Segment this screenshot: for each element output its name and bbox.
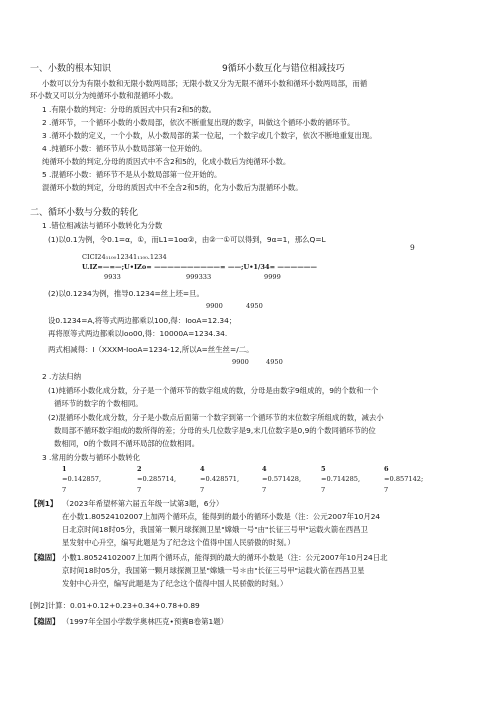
derivation-line: 设0.1234=A,将等式两边都乘以100,得：IooA=12.34； [48, 316, 237, 325]
subheading: 2 .方法归纳 [42, 372, 81, 381]
derivation-line: 两式相减得：I（XXXM-IooA=1234-12,所以A=丝生丝=/二。 [48, 345, 254, 354]
example-line: (1)以0.1为例，令0.1=α，①，而L1=1oα②，由②一①可以得到，9α=1，那么Q=L [48, 235, 326, 244]
garbled-formula: CICI24₁₁₀₀12341₁₁₀₀.1234 [82, 253, 167, 261]
consolidation-text: 京时间18时05分，我国第一颗月球探测卫星"嫦娥一号＊由"长征三号甲"运载火箭在西昌卫星 [62, 566, 365, 575]
fraction-denominator: 7 [321, 486, 326, 494]
example-2-line: [例2]计算：0.01+0.12+0.23+0.34+0.78+0.89 [30, 601, 200, 610]
intro-line: 环小数又可以分为纯循环小数和混循环小数。 [30, 91, 178, 100]
method-line: 数相同，0的个数同不循环局部的位数相同。 [54, 439, 200, 448]
fraction-decimal: =0.714285, [321, 475, 361, 483]
intro-line: 小数可以分为有限小数和无限小数两局部；无限小数又分为无限不循环小数和循环小数两局部，而循 [42, 79, 368, 88]
fraction-decimal: =0.285714, [137, 475, 177, 483]
section-heading-2: 二、循环小数与分数的转化 [30, 208, 139, 218]
fraction-denominator: 7 [384, 486, 389, 494]
garbled-formula: U.IZ=—=—;U•IZo= ——————————= ——;U•1/34= —————— [82, 263, 317, 271]
fraction-numerator: 2 [137, 465, 142, 473]
fraction-denominator: 7 [137, 486, 142, 494]
fraction-denominator: 9900 [206, 302, 223, 310]
subheading: 1 .错位相减法与循环小数转化为分数 [42, 221, 163, 230]
fraction-numerator: 6 [384, 465, 389, 473]
fraction-decimal: =0.142857, [62, 475, 102, 483]
example-text: 星发射中心升空，编写此题是为了纪念这个值得中国人民骄傲的时刻。） [62, 538, 295, 547]
point-line: 纯循环小数的判定,分母的质因式中不含2和5的，化成小数后为纯循环小数。 [42, 157, 291, 166]
consolidation-tag: 【稳固】 [30, 553, 60, 562]
example-line: (2)以0.1234为例，推导0.1234=丝上坯=旦。 [48, 289, 204, 298]
point-line: 1 .有限小数的判定：分母的质因式中只有2和5的数。 [42, 105, 217, 114]
example-text: 在小数1.80524102007上加两个循环点，能得到的最小的循环小数是（注：公元2007年10月24 [62, 512, 381, 521]
consolidation-source: （1997年全国小学数学奥林匹克•预赛B卷第1题） [62, 617, 228, 626]
fraction-decimal: =0.571428, [262, 475, 302, 483]
method-line: (1)纯循环小数化成分数，分子是一个循环节的数字组成的数，分母是由数字9组成的，9的个数和一个 [48, 386, 379, 395]
fraction-denominator: 7 [62, 486, 67, 494]
fraction-decimal: =0.857142; [384, 475, 424, 483]
fraction-denominator: 7 [262, 486, 267, 494]
example-source: （2023年希望杯第六届五年级一试第3题，6分） [62, 499, 224, 508]
fraction-decimal: =0.428571, [200, 475, 240, 483]
consolidation-text: 小數1.80524102007上加两个循环点，能得到的最大的循环小数是（注：公元2007年10月24日北 [62, 553, 388, 562]
section-heading-1: 一、小数的根本知识 [30, 64, 112, 74]
fraction-denominator: 7 [200, 486, 205, 494]
fraction-denominator: 9933 [104, 273, 121, 281]
example-tag: 【例1】 [30, 499, 58, 508]
fraction-numerator: 5 [321, 465, 326, 473]
fraction-numerator: 4 [200, 465, 205, 473]
fraction-numerator: 4 [262, 465, 267, 473]
example-text: 日北京时间18时05分，我国第一颗月球探测卫星"嫦娥一号"由"长征三号甲"运载火箭在西昌卫 [62, 525, 368, 534]
fraction-denominator: 9999 [264, 273, 281, 281]
consolidation-tag: 【稳固】 [30, 617, 60, 626]
method-line: (2)混循环小数化成分数，分子是小数点后面第一个数字到第一个循环节的末位数字所组成的数，减去小 [48, 413, 384, 422]
derivation-line: 再将原等式两边都乘以loo00,得：10000A=1234.34. [48, 329, 228, 338]
method-line: 循环节的数字的个数相同。 [54, 399, 143, 408]
document-title: 9循环小数互化与错位相减技巧 [222, 64, 345, 74]
fraction-denominator: 999333 [186, 273, 212, 281]
point-line: 2 .循环节，一个循环小数的小数局部，依次不断重复出现的数字，叫做这个循环小数的循环节。 [42, 118, 355, 127]
method-line: 数局部不循环数字组成的数所得的差；分母的头几位数字是9,末几位数字是0,9的个数同循环节的位 [54, 426, 376, 435]
subheading: 3 .常用的分数与循环小数转化 [42, 453, 141, 462]
fraction-denominator: 4950 [246, 302, 263, 310]
point-line: 3 .循环小数的定义，一个小数，从小数局部的某一位起，一个数字或几个数字，依次不断地重复出现。 [42, 131, 377, 140]
fraction-numerator: 1 [62, 465, 67, 473]
fraction-denominator: 9900 [232, 358, 249, 366]
fraction-denominator: 4950 [266, 358, 283, 366]
consolidation-text: 发射中心升空，编写此题是为了纪念这个值得中国人民骄傲的时刻。） [62, 579, 288, 588]
point-line: 4 .纯循环小数：循环节从小数局部第一位开始的。 [42, 144, 207, 153]
fraction-denominator: 9 [410, 243, 415, 252]
point-line: 混循环小数的判定，分母的质因式中不全含2和5的，化为小数后为混循环小数。 [42, 183, 303, 192]
point-line: 5 .混循环小数：循环节不是从小数局部第一位开始的。 [42, 170, 222, 179]
